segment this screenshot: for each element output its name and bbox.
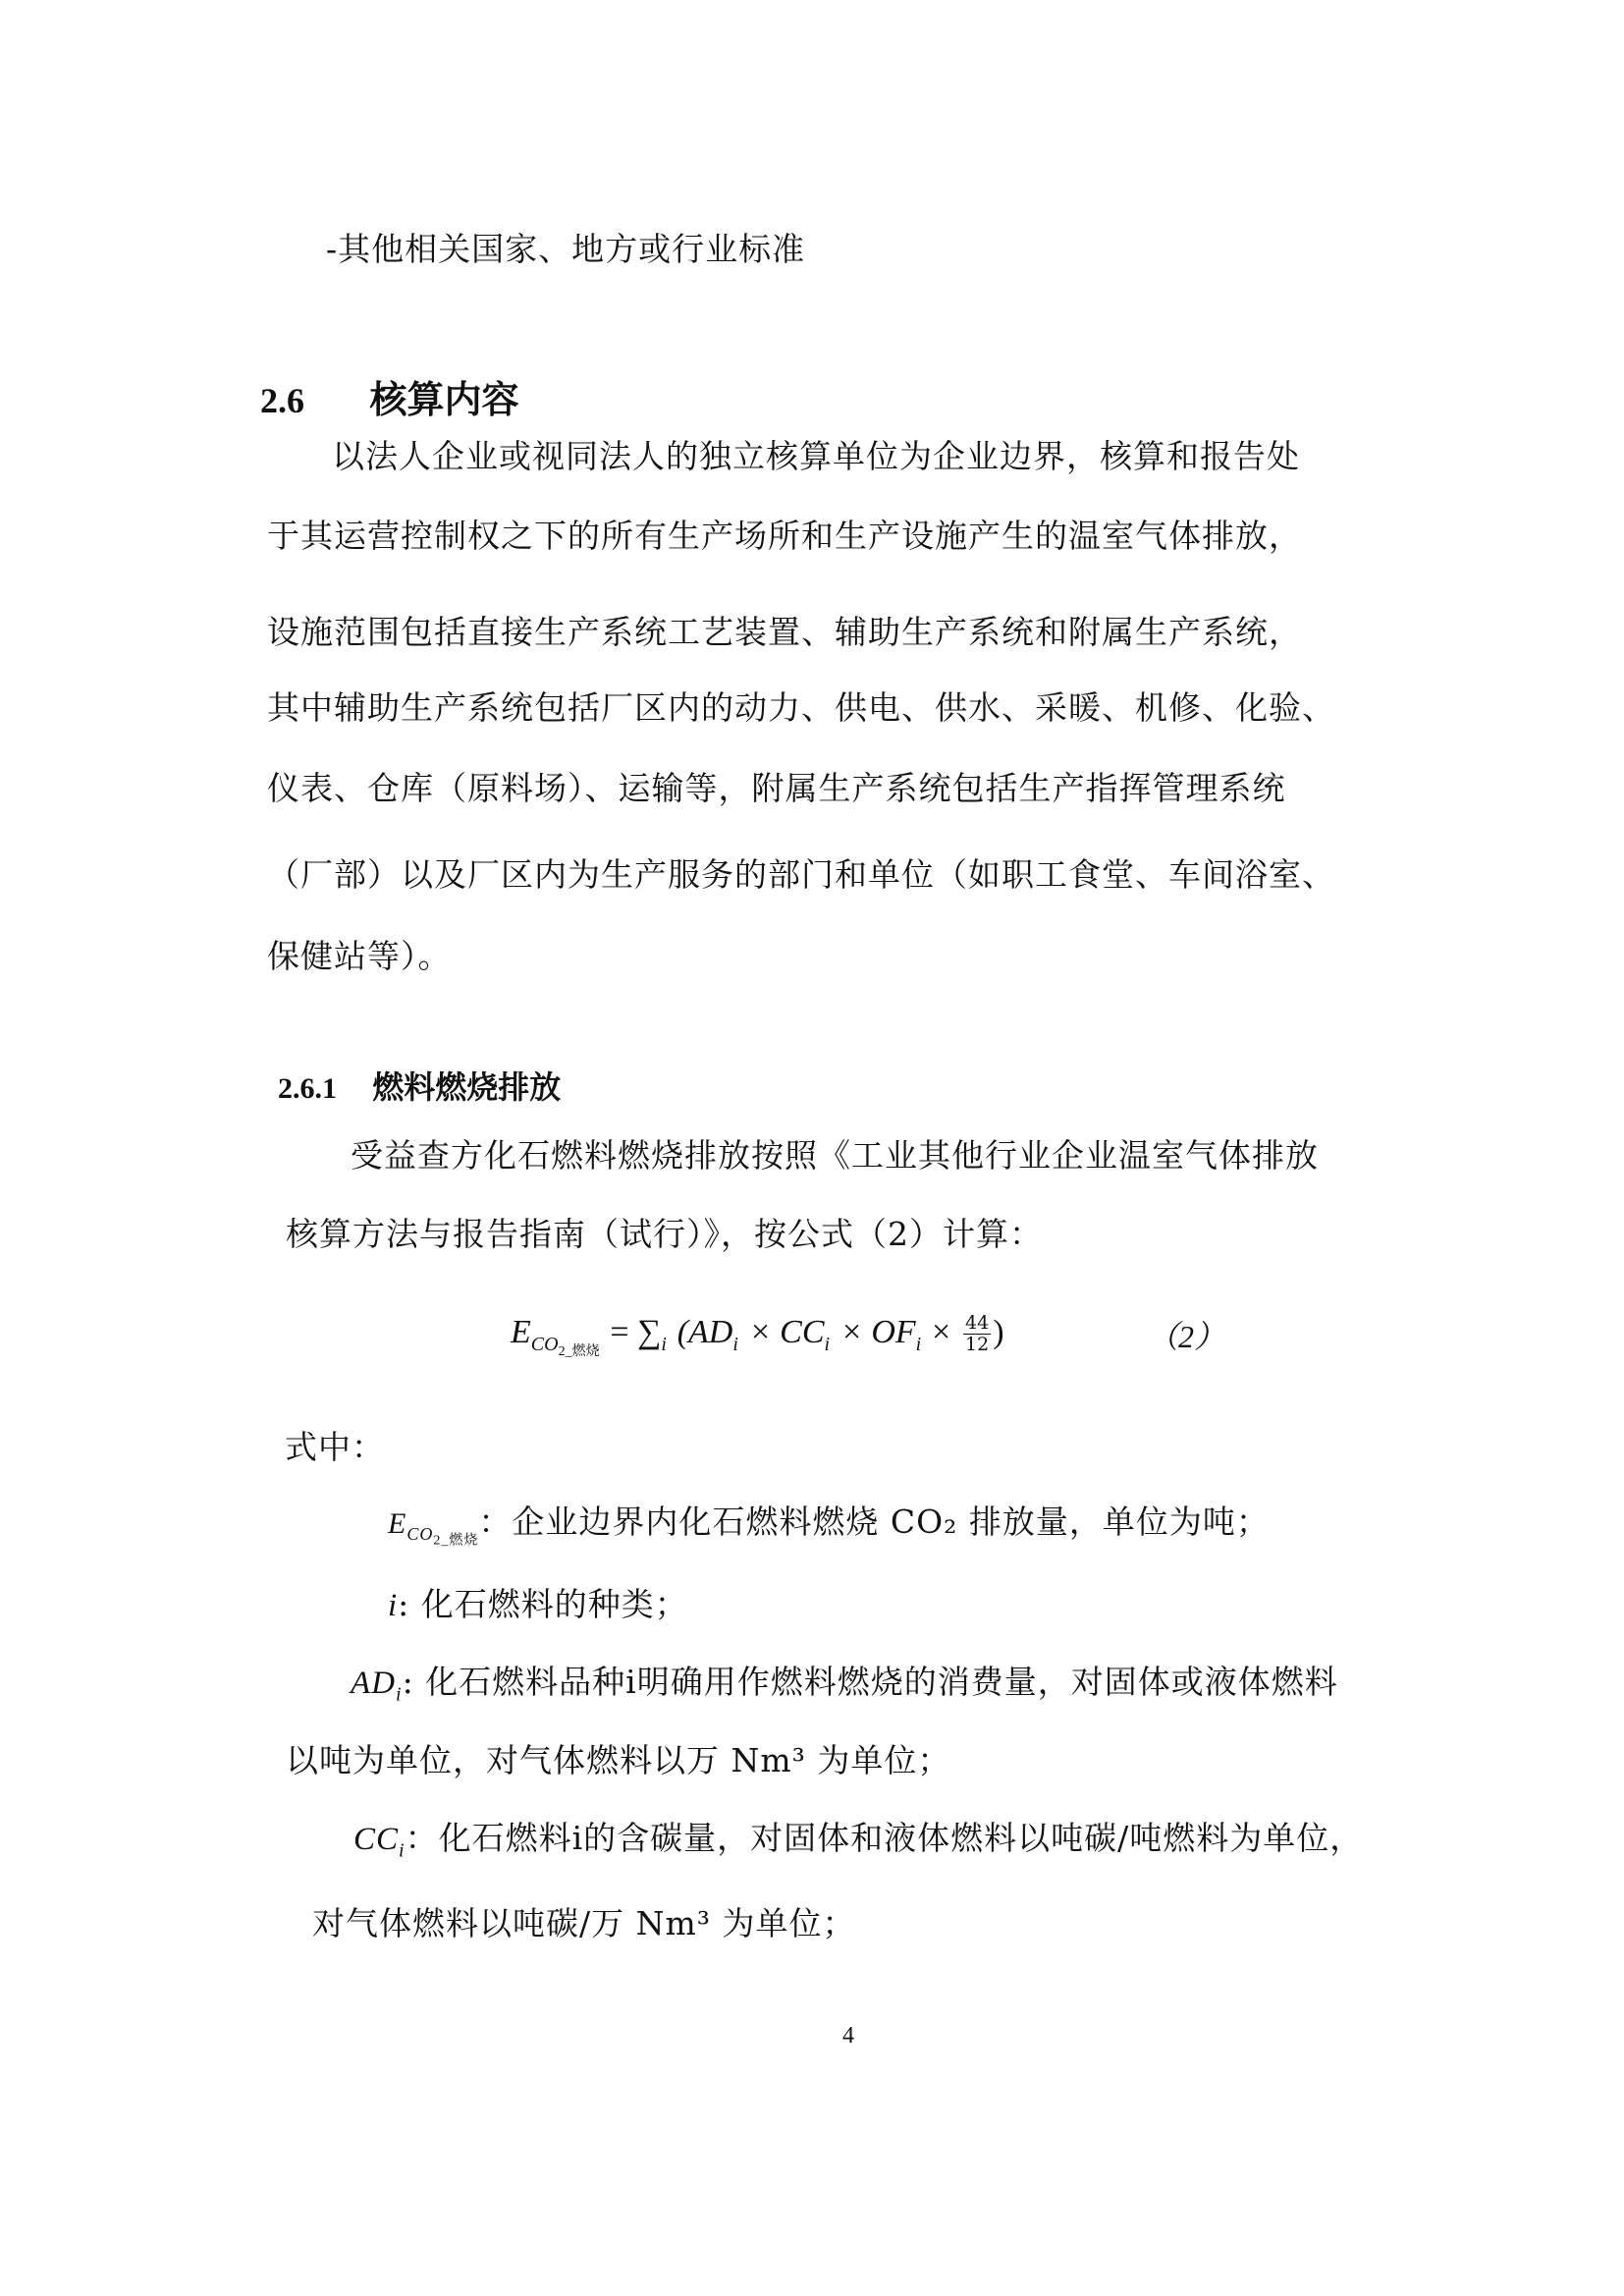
formula-lhs: E xyxy=(511,1314,531,1350)
formula-cc-index: i xyxy=(824,1333,831,1355)
definition-i xyxy=(388,1585,688,1623)
definition-e xyxy=(388,1505,1270,1549)
def-e-symbol: $E_{CO_{2\_燃烧}}$ xyxy=(388,1507,479,1549)
section-para-line: 设施范围包括直接生产系统工艺装置、辅助生产系统和附属生产系统， xyxy=(267,613,1302,651)
formula-lhs-sub: CO xyxy=(530,1333,559,1355)
definition-cc: $CC_i$：化石燃料i的含碳量，对固体和液体燃料以吨碳/吨燃料为单位， xyxy=(353,1819,1364,1862)
section-para-line: 于其运营控制权之下的所有生产场所和生产设施产生的温室气体排放， xyxy=(267,517,1302,555)
section-number: 2.6 xyxy=(260,381,304,420)
subsection-para-line: 受益查方化石燃料燃烧排放按照《工业其他行业企业温室气体排放 xyxy=(351,1136,1319,1175)
formula-label: （2） xyxy=(1147,1319,1226,1354)
section-para-line: 保健站等）。 xyxy=(267,937,452,975)
formula-times: × xyxy=(932,1314,951,1350)
definition-cc-line2: 对气体燃料以吨碳/万 Nm³ 为单位； xyxy=(312,1904,856,1942)
def-cc-symbol: CC xyxy=(353,1822,400,1857)
formula-ad-index: i xyxy=(732,1333,738,1355)
frac-denominator: 12 xyxy=(965,1333,990,1355)
definition-ad-line2: 以吨为单位，对气体燃料以万 Nm³ 为单位； xyxy=(286,1741,951,1779)
formula-close: ) xyxy=(993,1314,1004,1350)
formula-of-index: i xyxy=(915,1333,922,1355)
formula-fraction xyxy=(963,1313,991,1355)
page-number: 4 xyxy=(842,2023,854,2049)
def-i-symbol: i xyxy=(388,1588,399,1623)
section-para-line: 以法人企业或视同法人的独立核算单位为企业边界，核算和报告处 xyxy=(332,437,1300,475)
formula-lhs-sub2: 2_燃烧 xyxy=(558,1343,600,1359)
subsection-heading xyxy=(278,1063,561,1108)
definition-ad: $AD_i$: 化石燃料品种i明确用作燃料燃烧的消费量，对固体或液体燃料 xyxy=(351,1663,1338,1706)
section-para-line: 仪表、仓库（原料场）、运输等，附属生产系统包括生产指挥管理系统 xyxy=(267,769,1286,807)
def-ad-desc: : 化石燃料品种i明确用作燃料燃烧的消费量，对固体或液体燃料 xyxy=(402,1663,1338,1701)
formula-sum: = ∑ xyxy=(610,1314,662,1350)
intro-line: -其他相关国家、地方或行业标准 xyxy=(326,230,806,268)
def-cc-desc: ：化石燃料i的含碳量，对固体和液体燃料以吨碳/吨燃料为单位， xyxy=(405,1819,1364,1857)
def-e-desc: ：企业边界内化石燃料燃烧 CO₂ 排放量，单位为吨； xyxy=(478,1503,1270,1541)
formula-cc: × CC xyxy=(748,1314,825,1350)
formula-sum-index: i xyxy=(661,1333,667,1355)
frac-numerator: 44 xyxy=(965,1311,990,1334)
subsection-para-line: 核算方法与报告指南（试行）》，按公式（2）计算： xyxy=(286,1215,1043,1253)
def-i-desc: : 化石燃料的种类； xyxy=(398,1585,688,1623)
section-para-line: （厂部）以及厂区内为生产服务的部门和单位（如职工食堂、车间浴室、 xyxy=(267,855,1335,894)
section-title: 核算内容 xyxy=(369,378,519,421)
formula-ad: (AD xyxy=(677,1314,733,1350)
section-heading xyxy=(260,369,518,423)
section-para-line: 其中辅助生产系统包括厂区内的动力、供电、供水、采暖、机修、化验、 xyxy=(267,688,1335,727)
subsection-title: 燃料燃烧排放 xyxy=(372,1068,562,1106)
formula-2 xyxy=(511,1312,1004,1360)
where-label: 式中： xyxy=(285,1428,385,1466)
formula-of: × OF xyxy=(839,1314,916,1350)
subsection-number: 2.6.1 xyxy=(278,1072,337,1105)
def-ad-symbol: AD xyxy=(351,1666,396,1701)
